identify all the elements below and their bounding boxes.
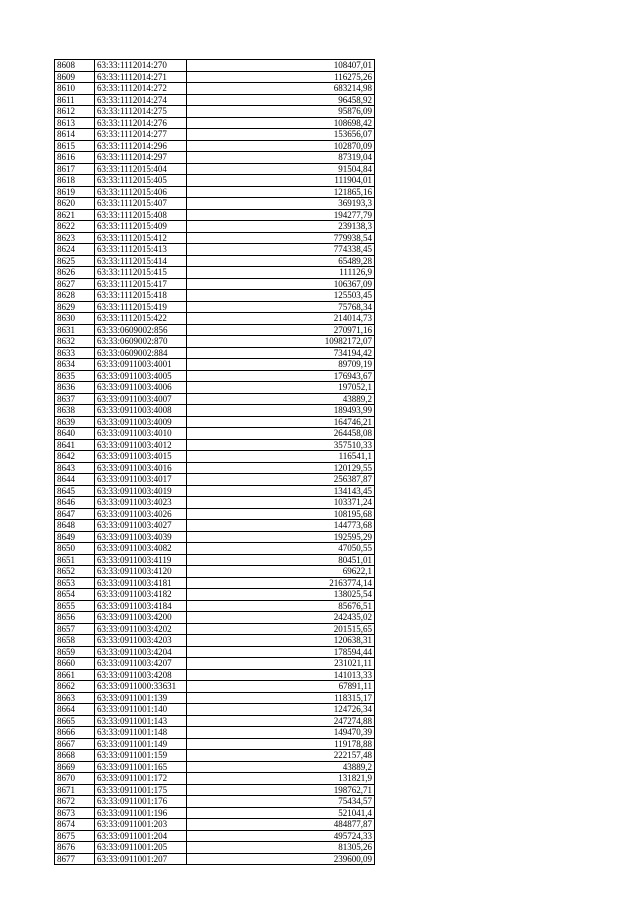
cadastral-number-cell: 63:33:0911003:4007	[95, 393, 187, 405]
table-row	[55, 462, 375, 474]
table-row	[55, 474, 375, 486]
row-number-cell: 8635	[55, 370, 95, 382]
row-number-cell: 8617	[55, 163, 95, 175]
value-cell: 247274,88	[187, 715, 375, 727]
row-number-cell: 8627	[55, 278, 95, 290]
cadastral-number-cell: 63:33:0911003:4208	[95, 669, 187, 681]
table-row	[55, 393, 375, 405]
table-row	[55, 336, 375, 348]
table-row	[55, 278, 375, 290]
table-row	[55, 244, 375, 256]
row-number-cell: 8651	[55, 554, 95, 566]
cadastral-number-cell: 63:33:0911003:4026	[95, 508, 187, 520]
row-number-cell: 8643	[55, 462, 95, 474]
value-cell: 176943,67	[187, 370, 375, 382]
cadastral-number-cell: 63:33:0911001:149	[95, 738, 187, 750]
table-row	[55, 290, 375, 302]
cadastral-number-cell: 63:33:0911003:4009	[95, 416, 187, 428]
row-number-cell: 8662	[55, 681, 95, 693]
value-cell: 120638,31	[187, 635, 375, 647]
table-row	[55, 451, 375, 463]
table-row	[55, 761, 375, 773]
table-row	[55, 370, 375, 382]
row-number-cell: 8612	[55, 106, 95, 118]
table-row	[55, 635, 375, 647]
table-row	[55, 94, 375, 106]
cadastral-number-cell: 63:33:1112014:296	[95, 140, 187, 152]
cadastral-number-cell: 63:33:1112015:417	[95, 278, 187, 290]
table-row	[55, 807, 375, 819]
table-row	[55, 485, 375, 497]
table-row	[55, 198, 375, 210]
row-number-cell: 8677	[55, 853, 95, 865]
cadastral-number-cell: 63:33:0911003:4012	[95, 439, 187, 451]
cadastral-number-cell: 63:33:0911003:4027	[95, 520, 187, 532]
row-number-cell: 8659	[55, 646, 95, 658]
row-number-cell: 8639	[55, 416, 95, 428]
value-cell: 144773,68	[187, 520, 375, 532]
cadastral-number-cell: 63:33:1112015:407	[95, 198, 187, 210]
table-row	[55, 163, 375, 175]
table-row	[55, 750, 375, 762]
row-number-cell: 8653	[55, 577, 95, 589]
cadastral-number-cell: 63:33:1112015:414	[95, 255, 187, 267]
value-cell: 198762,71	[187, 784, 375, 796]
table-row	[55, 704, 375, 716]
table-row	[55, 681, 375, 693]
table-row	[55, 428, 375, 440]
table-row	[55, 313, 375, 325]
row-number-cell: 8615	[55, 140, 95, 152]
cadastral-number-cell: 63:33:0911003:4039	[95, 531, 187, 543]
row-number-cell: 8631	[55, 324, 95, 336]
row-number-cell: 8640	[55, 428, 95, 440]
row-number-cell: 8610	[55, 83, 95, 95]
cadastral-number-cell: 63:33:0911001:148	[95, 727, 187, 739]
cadastral-number-cell: 63:33:1112015:419	[95, 301, 187, 313]
table-row	[55, 106, 375, 118]
value-cell: 75434,57	[187, 796, 375, 808]
cadastral-number-cell: 63:33:0911001:176	[95, 796, 187, 808]
table-row	[55, 819, 375, 831]
value-cell: 95876,09	[187, 106, 375, 118]
row-number-cell: 8613	[55, 117, 95, 129]
value-cell: 125503,45	[187, 290, 375, 302]
table-row	[55, 267, 375, 279]
cadastral-number-cell: 63:33:1112015:408	[95, 209, 187, 221]
cadastral-number-cell: 63:33:1112015:415	[95, 267, 187, 279]
cadastral-number-cell: 63:33:1112015:404	[95, 163, 187, 175]
cadastral-number-cell: 63:33:0609002:856	[95, 324, 187, 336]
cadastral-number-cell: 63:33:0911003:4023	[95, 497, 187, 509]
row-number-cell: 8608	[55, 60, 95, 72]
value-cell: 164746,21	[187, 416, 375, 428]
row-number-cell: 8671	[55, 784, 95, 796]
row-number-cell: 8624	[55, 244, 95, 256]
cadastral-number-cell: 63:33:0911003:4016	[95, 462, 187, 474]
table-row	[55, 209, 375, 221]
cadastral-number-cell: 63:33:1112015:412	[95, 232, 187, 244]
row-number-cell: 8641	[55, 439, 95, 451]
value-cell: 108407,01	[187, 60, 375, 72]
table-row	[55, 255, 375, 267]
table-row	[55, 830, 375, 842]
value-cell: 80451,01	[187, 554, 375, 566]
row-number-cell: 8669	[55, 761, 95, 773]
cadastral-number-cell: 63:33:1112015:406	[95, 186, 187, 198]
row-number-cell: 8663	[55, 692, 95, 704]
table-row	[55, 566, 375, 578]
table-row	[55, 796, 375, 808]
table-row	[55, 738, 375, 750]
value-cell: 141013,33	[187, 669, 375, 681]
cadastral-number-cell: 63:33:1112015:418	[95, 290, 187, 302]
table-row	[55, 646, 375, 658]
cadastral-number-cell: 63:33:0911003:4015	[95, 451, 187, 463]
cadastral-number-cell: 63:33:0911003:4017	[95, 474, 187, 486]
cadastral-number-cell: 63:33:0911001:143	[95, 715, 187, 727]
row-number-cell: 8664	[55, 704, 95, 716]
value-cell: 118315,17	[187, 692, 375, 704]
value-cell: 178594,44	[187, 646, 375, 658]
table-row	[55, 186, 375, 198]
table-row	[55, 71, 375, 83]
table-row	[55, 531, 375, 543]
cadastral-number-cell: 63:33:0911003:4119	[95, 554, 187, 566]
table-row	[55, 853, 375, 865]
value-cell: 239600,09	[187, 853, 375, 865]
value-cell: 239138,3	[187, 221, 375, 233]
value-cell: 81305,26	[187, 842, 375, 854]
row-number-cell: 8675	[55, 830, 95, 842]
value-cell: 222157,48	[187, 750, 375, 762]
row-number-cell: 8647	[55, 508, 95, 520]
row-number-cell: 8629	[55, 301, 95, 313]
value-cell: 102870,09	[187, 140, 375, 152]
value-cell: 116275,26	[187, 71, 375, 83]
table-row	[55, 600, 375, 612]
cadastral-number-cell: 63:33:0911003:4203	[95, 635, 187, 647]
value-cell: 91504,84	[187, 163, 375, 175]
table-row	[55, 497, 375, 509]
row-number-cell: 8625	[55, 255, 95, 267]
cadastral-number-cell: 63:33:0911003:4008	[95, 405, 187, 417]
value-cell: 108698,42	[187, 117, 375, 129]
row-number-cell: 8645	[55, 485, 95, 497]
value-cell: 153656,07	[187, 129, 375, 141]
value-cell: 484877,87	[187, 819, 375, 831]
value-cell: 108195,68	[187, 508, 375, 520]
cadastral-number-cell: 63:33:0911003:4010	[95, 428, 187, 440]
table-row	[55, 416, 375, 428]
cadastral-number-cell: 63:33:0911001:139	[95, 692, 187, 704]
cadastral-number-cell: 63:33:0609002:884	[95, 347, 187, 359]
row-number-cell: 8646	[55, 497, 95, 509]
row-number-cell: 8658	[55, 635, 95, 647]
value-cell: 2163774,14	[187, 577, 375, 589]
row-number-cell: 8672	[55, 796, 95, 808]
cadastral-number-cell: 63:33:0911001:172	[95, 773, 187, 785]
value-cell: 256387,87	[187, 474, 375, 486]
cadastral-number-cell: 63:33:0911003:4181	[95, 577, 187, 589]
cadastral-number-cell: 63:33:1112015:422	[95, 313, 187, 325]
row-number-cell: 8657	[55, 623, 95, 635]
cadastral-number-cell: 63:33:1112015:405	[95, 175, 187, 187]
cadastral-number-cell: 63:33:1112014:277	[95, 129, 187, 141]
cadastral-number-cell: 63:33:0911003:4082	[95, 543, 187, 555]
cadastral-number-cell: 63:33:1112014:297	[95, 152, 187, 164]
table-row	[55, 60, 375, 72]
cadastral-number-cell: 63:33:0911001:204	[95, 830, 187, 842]
value-cell: 357510,33	[187, 439, 375, 451]
cadastral-number-cell: 63:33:0911003:4120	[95, 566, 187, 578]
row-number-cell: 8621	[55, 209, 95, 221]
value-cell: 120129,55	[187, 462, 375, 474]
cadastral-number-cell: 63:33:0911003:4006	[95, 382, 187, 394]
row-number-cell: 8644	[55, 474, 95, 486]
value-cell: 134143,45	[187, 485, 375, 497]
row-number-cell: 8620	[55, 198, 95, 210]
value-cell: 124726,34	[187, 704, 375, 716]
cadastral-number-cell: 63:33:1112014:274	[95, 94, 187, 106]
table-row	[55, 347, 375, 359]
row-number-cell: 8616	[55, 152, 95, 164]
value-cell: 47050,55	[187, 543, 375, 555]
row-number-cell: 8674	[55, 819, 95, 831]
table-row	[55, 784, 375, 796]
value-cell: 121865,16	[187, 186, 375, 198]
row-number-cell: 8660	[55, 658, 95, 670]
table-row	[55, 658, 375, 670]
table-row	[55, 140, 375, 152]
table-row	[55, 543, 375, 555]
table-row	[55, 669, 375, 681]
cadastral-number-cell: 63:33:0911003:4200	[95, 612, 187, 624]
table-row	[55, 623, 375, 635]
row-number-cell: 8666	[55, 727, 95, 739]
table-row	[55, 520, 375, 532]
table-row	[55, 405, 375, 417]
value-cell: 779938,54	[187, 232, 375, 244]
table-row	[55, 773, 375, 785]
value-cell: 138025,54	[187, 589, 375, 601]
value-cell: 65489,28	[187, 255, 375, 267]
value-cell: 192595,29	[187, 531, 375, 543]
row-number-cell: 8623	[55, 232, 95, 244]
value-cell: 103371,24	[187, 497, 375, 509]
value-cell: 111126,9	[187, 267, 375, 279]
row-number-cell: 8676	[55, 842, 95, 854]
table-row	[55, 727, 375, 739]
value-cell: 369193,3	[187, 198, 375, 210]
cadastral-number-cell: 63:33:0911001:205	[95, 842, 187, 854]
cadastral-number-cell: 63:33:0911003:4204	[95, 646, 187, 658]
row-number-cell: 8622	[55, 221, 95, 233]
cadastral-number-cell: 63:33:1112014:270	[95, 60, 187, 72]
row-number-cell: 8654	[55, 589, 95, 601]
value-cell: 189493,99	[187, 405, 375, 417]
value-cell: 201515,65	[187, 623, 375, 635]
row-number-cell: 8661	[55, 669, 95, 681]
row-number-cell: 8626	[55, 267, 95, 279]
value-cell: 111904,01	[187, 175, 375, 187]
cadastral-number-cell: 63:33:0911003:4001	[95, 359, 187, 371]
cadastral-number-cell: 63:33:1112014:275	[95, 106, 187, 118]
value-cell: 231021,11	[187, 658, 375, 670]
table-body	[55, 60, 375, 865]
value-cell: 67891,11	[187, 681, 375, 693]
row-number-cell: 8649	[55, 531, 95, 543]
row-number-cell: 8648	[55, 520, 95, 532]
value-cell: 683214,98	[187, 83, 375, 95]
cadastral-number-cell: 63:33:1112015:413	[95, 244, 187, 256]
table-row	[55, 117, 375, 129]
value-cell: 242435,02	[187, 612, 375, 624]
value-cell: 116541,1	[187, 451, 375, 463]
spreadsheet-page	[54, 59, 375, 865]
row-number-cell: 8630	[55, 313, 95, 325]
value-cell: 734194,42	[187, 347, 375, 359]
cadastral-number-cell: 63:33:0911003:4202	[95, 623, 187, 635]
row-number-cell: 8650	[55, 543, 95, 555]
row-number-cell: 8673	[55, 807, 95, 819]
cadastral-number-cell: 63:33:1112014:272	[95, 83, 187, 95]
value-cell: 75768,34	[187, 301, 375, 313]
row-number-cell: 8668	[55, 750, 95, 762]
row-number-cell: 8611	[55, 94, 95, 106]
table-row	[55, 324, 375, 336]
value-cell: 119178,88	[187, 738, 375, 750]
table-row	[55, 577, 375, 589]
cadastral-number-cell: 63:33:0609002:870	[95, 336, 187, 348]
value-cell: 87319,04	[187, 152, 375, 164]
row-number-cell: 8618	[55, 175, 95, 187]
table-row	[55, 301, 375, 313]
cadastral-number-cell: 63:33:0911003:4019	[95, 485, 187, 497]
cadastral-number-cell: 63:33:0911001:203	[95, 819, 187, 831]
row-number-cell: 8637	[55, 393, 95, 405]
table-row	[55, 692, 375, 704]
row-number-cell: 8628	[55, 290, 95, 302]
row-number-cell: 8619	[55, 186, 95, 198]
row-number-cell: 8655	[55, 600, 95, 612]
value-cell: 10982172,07	[187, 336, 375, 348]
row-number-cell: 8642	[55, 451, 95, 463]
value-cell: 521041,4	[187, 807, 375, 819]
value-cell: 194277,79	[187, 209, 375, 221]
table-row	[55, 129, 375, 141]
value-cell: 149470,39	[187, 727, 375, 739]
row-number-cell: 8638	[55, 405, 95, 417]
row-number-cell: 8609	[55, 71, 95, 83]
table-row	[55, 175, 375, 187]
cadastral-number-cell: 63:33:0911001:140	[95, 704, 187, 716]
table-row	[55, 382, 375, 394]
cadastral-number-cell: 63:33:1112014:276	[95, 117, 187, 129]
table-row	[55, 715, 375, 727]
data-table	[54, 59, 375, 865]
row-number-cell: 8670	[55, 773, 95, 785]
value-cell: 214014,73	[187, 313, 375, 325]
value-cell: 96458,92	[187, 94, 375, 106]
value-cell: 131821,9	[187, 773, 375, 785]
table-row	[55, 439, 375, 451]
cadastral-number-cell: 63:33:0911003:4184	[95, 600, 187, 612]
value-cell: 89709,19	[187, 359, 375, 371]
cadastral-number-cell: 63:33:1112015:409	[95, 221, 187, 233]
table-row	[55, 152, 375, 164]
value-cell: 495724,33	[187, 830, 375, 842]
table-row	[55, 359, 375, 371]
value-cell: 774338,45	[187, 244, 375, 256]
row-number-cell: 8636	[55, 382, 95, 394]
value-cell: 69622,1	[187, 566, 375, 578]
row-number-cell: 8667	[55, 738, 95, 750]
value-cell: 43889,2	[187, 393, 375, 405]
value-cell: 197052,1	[187, 382, 375, 394]
row-number-cell: 8652	[55, 566, 95, 578]
cadastral-number-cell: 63:33:0911003:4207	[95, 658, 187, 670]
cadastral-number-cell: 63:33:1112014:271	[95, 71, 187, 83]
cadastral-number-cell: 63:33:0911001:175	[95, 784, 187, 796]
row-number-cell: 8632	[55, 336, 95, 348]
row-number-cell: 8634	[55, 359, 95, 371]
value-cell: 264458,08	[187, 428, 375, 440]
row-number-cell: 8614	[55, 129, 95, 141]
cadastral-number-cell: 63:33:0911003:4182	[95, 589, 187, 601]
row-number-cell: 8656	[55, 612, 95, 624]
cadastral-number-cell: 63:33:0911003:4005	[95, 370, 187, 382]
cadastral-number-cell: 63:33:0911001:159	[95, 750, 187, 762]
table-row	[55, 83, 375, 95]
table-row	[55, 508, 375, 520]
value-cell: 85676,51	[187, 600, 375, 612]
cadastral-number-cell: 63:33:0911000:33631	[95, 681, 187, 693]
row-number-cell: 8665	[55, 715, 95, 727]
table-row	[55, 554, 375, 566]
table-row	[55, 232, 375, 244]
value-cell: 106367,09	[187, 278, 375, 290]
cadastral-number-cell: 63:33:0911001:207	[95, 853, 187, 865]
table-row	[55, 221, 375, 233]
cadastral-number-cell: 63:33:0911001:165	[95, 761, 187, 773]
table-row	[55, 612, 375, 624]
table-row	[55, 589, 375, 601]
cadastral-number-cell: 63:33:0911001:196	[95, 807, 187, 819]
table-row	[55, 842, 375, 854]
row-number-cell: 8633	[55, 347, 95, 359]
value-cell: 270971,16	[187, 324, 375, 336]
value-cell: 43889,2	[187, 761, 375, 773]
